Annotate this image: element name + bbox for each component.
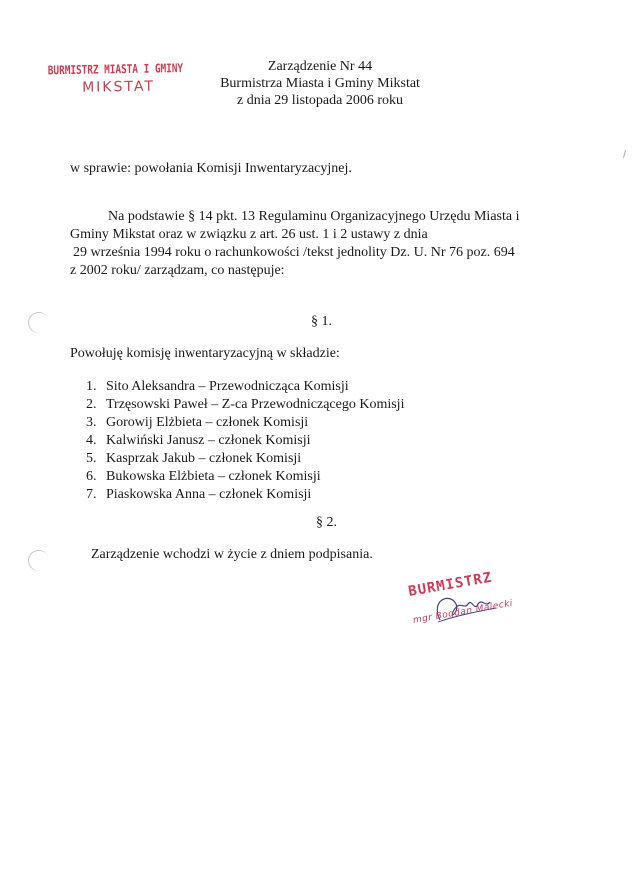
member-text: Gorowij Elżbieta – członek Komisji [106, 415, 309, 430]
paragraph-line: z 2002 roku/ zarządzam, co następuje: [70, 263, 285, 278]
signatory-name: mgr Bogdan Malecki [412, 598, 514, 626]
scan-mark [623, 150, 626, 158]
paragraph-line: Na podstawie § 14 pkt. 13 Regulaminu Organizacyjnego Urzędu Miasta i [108, 209, 520, 224]
header-date: z dnia 29 listopada 2006 roku [236, 93, 404, 108]
list-item [86, 486, 404, 504]
list-item [86, 396, 404, 414]
member-number: 6. [86, 469, 97, 484]
stamp-line-1: BURMISTRZ MIASTA I GMINY [47, 61, 184, 78]
signature-stamp [400, 569, 540, 650]
member-text: Bukowska Elżbieta – członek Komisji [106, 469, 321, 484]
section-2-heading: § 2. [316, 515, 337, 530]
office-stamp [48, 61, 209, 97]
header-title: Zarządzenie Nr 44 [267, 59, 373, 74]
member-number: 7. [86, 487, 97, 502]
effective-date-clause: Zarządzenie wchodzi w życie z dniem podpisania. [91, 547, 373, 562]
list-item [86, 450, 404, 468]
list-item [86, 378, 404, 396]
document-subject: w sprawie: powołania Komisji Inwentaryzacyjnej. [70, 161, 352, 176]
member-number: 2. [86, 397, 97, 412]
paragraph-line: 29 września 1994 roku o rachunkowości /tekst jednolity Dz. U. Nr 76 poz. 694 [73, 245, 515, 260]
member-number: 1. [86, 379, 97, 394]
member-text: Kalwiński Janusz – członek Komisji [106, 433, 311, 448]
paragraph-line: Gminy Mikstat oraz w związku z art. 26 ust. 1 i 2 ustawy z dnia [70, 227, 428, 242]
document-header [200, 58, 440, 109]
list-item [86, 432, 404, 450]
stamp-line-2: MIKSTAT [82, 78, 156, 96]
commission-members-list [86, 378, 404, 504]
member-text: Kasprzak Jakub – członek Komisji [106, 451, 302, 466]
legal-basis-paragraph [70, 208, 590, 280]
member-text: Sito Aleksandra – Przewodnicząca Komisji [106, 379, 349, 394]
member-number: 4. [86, 433, 97, 448]
member-number: 3. [86, 415, 97, 430]
list-item [86, 414, 404, 432]
member-text: Trzęsowski Paweł – Z-ca Przewodniczącego Komisji [106, 397, 405, 412]
commission-intro: Powołuję komisję inwentaryzacyjną w składzie: [70, 346, 340, 361]
header-issuer: Burmistrza Miasta i Gminy Mikstat [220, 76, 420, 91]
section-1-heading: § 1. [311, 314, 332, 329]
punch-hole-mark [25, 547, 52, 574]
list-item [86, 468, 404, 486]
signature-title: BURMISTRZ [407, 569, 494, 600]
member-number: 5. [86, 451, 97, 466]
member-text: Piaskowska Anna – członek Komisji [106, 487, 312, 502]
punch-hole-mark [25, 309, 52, 336]
